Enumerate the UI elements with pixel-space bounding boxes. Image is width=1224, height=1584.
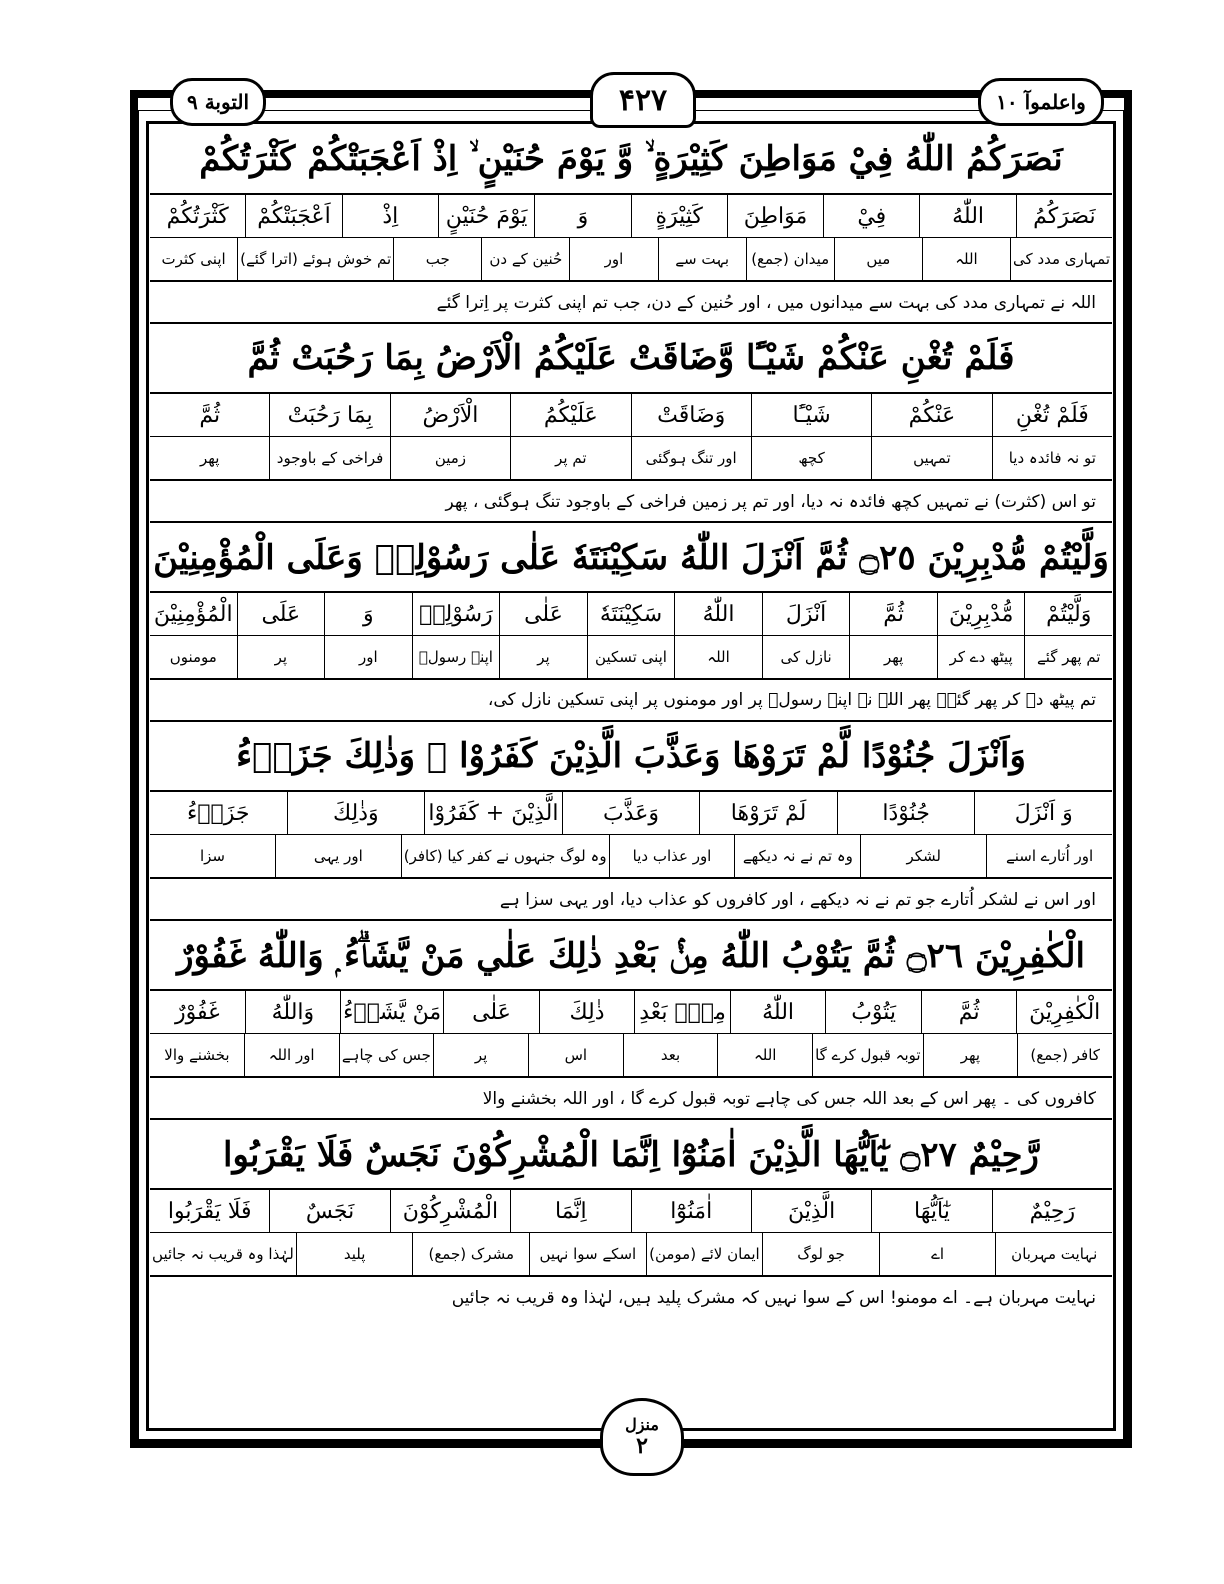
- arabic-verse-line: وَاَنْزَلَ جُنُوْدًا لَّمْ تَرَوْهَا وَعَذَّبَ الَّذِيْنَ كَفَرُوْا ۭ وَذٰلِكَ جَزَاۗءُ: [150, 722, 1112, 792]
- urdu-meaning-cell: میں: [834, 238, 922, 280]
- arabic-word-cell: يَوْمَ حُنَيْنٍ: [438, 195, 534, 237]
- meaning-row: [150, 835, 1112, 879]
- arabic-word-cell: الَّذِيْنَ: [751, 1190, 871, 1232]
- urdu-meaning-cell: اور تنگ ہوگئی: [631, 437, 751, 479]
- word-row: [150, 394, 1112, 437]
- arabic-word-cell: لَمْ تَرَوْهَا: [699, 792, 837, 834]
- page-content: [150, 125, 1112, 1427]
- arabic-word-cell: غَفُوْرٌ: [175, 999, 220, 1025]
- urdu-meaning-cell: اللہ: [717, 1034, 812, 1076]
- arabic-word-cell: شَيْـًٔا: [751, 394, 871, 436]
- urdu-meaning-cell: تم خوش ہوئے (اترا گئے): [237, 238, 393, 280]
- arabic-word-cell: رَحِيْمٌ: [992, 1190, 1112, 1232]
- arabic-word-cell: وَ: [324, 593, 412, 635]
- page-number: ۴۲۷: [590, 72, 696, 128]
- arabic-word-cell: اللّٰهُ: [730, 991, 826, 1033]
- urdu-meaning-cell: اور عذاب دیا: [609, 835, 735, 877]
- arabic-word-cell: يَتُوْبُ: [825, 991, 921, 1033]
- arabic-word-cell: نَجَسٌ: [269, 1190, 389, 1232]
- urdu-translation-line: اللہ نے تمہاری مدد کی بہت سے میدانوں میں ، اور حُنین کے دن، جب تم اپنی کثرت پر اِترا گئے: [436, 292, 1096, 313]
- arabic-word-cell: وَاللّٰهُ: [245, 991, 341, 1033]
- arabic-word-cell: سَكِيْنَتَهٗ: [587, 593, 675, 635]
- urdu-meaning-cell: اور: [569, 238, 657, 280]
- urdu-meaning-cell: سزا: [199, 847, 225, 865]
- manzil-badge: [600, 1398, 684, 1476]
- arabic-word-cell: الْمُشْرِكُوْنَ: [390, 1190, 510, 1232]
- urdu-meaning-cell: مشرک (جمع): [412, 1233, 529, 1275]
- arabic-word-cell: اللّٰهُ: [674, 593, 762, 635]
- para-name-label: واعلموآ ١٠: [978, 78, 1104, 126]
- arabic-word-cell: الْكٰفِرِيْنَ: [1016, 991, 1112, 1033]
- urdu-meaning-cell: تمہیں: [871, 437, 991, 479]
- arabic-word-cell: بِمَا رَحُبَتْ: [269, 394, 389, 436]
- urdu-meaning-cell: ایمان لائے (مومن): [646, 1233, 763, 1275]
- arabic-word-cell: ثُمَّ: [921, 991, 1017, 1033]
- urdu-meaning-cell: اور یہی: [275, 835, 401, 877]
- arabic-word-cell: الْاَرْضُ: [390, 394, 510, 436]
- arabic-word-cell: مُّدْبِرِيْنَ: [937, 593, 1025, 635]
- urdu-meaning-cell: جو لوگ: [762, 1233, 879, 1275]
- urdu-meaning-cell: نہایت مہربان: [995, 1233, 1112, 1275]
- urdu-meaning-cell: نازل کی: [762, 636, 850, 678]
- meaning-row: [150, 1233, 1112, 1277]
- arabic-word-cell: عَلٰى: [443, 991, 539, 1033]
- arabic-word-cell: عَلَى: [237, 593, 325, 635]
- verse-section: [150, 722, 1112, 921]
- arabic-word-cell: الْمُؤْمِنِيْنَ: [153, 601, 233, 627]
- urdu-meaning-cell: اور: [324, 636, 412, 678]
- urdu-translation-line: نہایت مہربان ہے۔ اے مومنو! اس کے سوا نہیں کہ مشرک پلید ہیں، لہٰذا وہ قریب نہ جائیں: [451, 1287, 1096, 1308]
- urdu-meaning-cell: توبہ قبول کرے گا: [812, 1034, 922, 1076]
- urdu-meaning-cell: پر: [237, 636, 325, 678]
- arabic-word-cell: مِنْۢ بَعْدِ: [634, 991, 730, 1033]
- urdu-meaning-cell: اور اُتارے اسنے: [986, 835, 1112, 877]
- arabic-word-cell: نَصَرَكُمُ: [1016, 195, 1112, 237]
- urdu-meaning-cell: بہت سے: [658, 238, 746, 280]
- urdu-meaning-cell: بعد: [623, 1034, 718, 1076]
- urdu-meaning-cell: اللہ: [674, 636, 762, 678]
- arabic-word-cell: وَذٰلِكَ: [287, 792, 425, 834]
- arabic-word-cell: ثُمَّ: [199, 402, 221, 428]
- arabic-word-cell: اَعْجَبَتْكُمْ: [245, 195, 341, 237]
- arabic-word-cell: فَلَمْ تُغْنِ: [992, 394, 1112, 436]
- arabic-word-cell: وَ: [534, 195, 630, 237]
- arabic-verse-line: نَصَرَكُمُ اللّٰهُ فِيْ مَوَاطِنَ كَثِيْرَةٍ ۙ وَّ يَوْمَ حُنَيْنٍ ۙ اِذْ اَعْجَبَتْكُمْ كَثْرَتُكُمْ: [150, 125, 1112, 195]
- arabic-word-cell: اِذْ: [342, 195, 438, 237]
- arabic-word-cell: وَلَّيْتُمْ: [1024, 593, 1112, 635]
- arabic-word-cell: مَوَاطِنَ: [727, 195, 823, 237]
- word-row: [150, 195, 1112, 238]
- arabic-verse-line: الْكٰفِرِيْنَ ۝٢٦ ثُمَّ يَتُوْبُ اللّٰهُ مِنْۢ بَعْدِ ذٰلِكَ عَلٰي مَنْ يَّشَاۗءُ ۭ وَاللّٰهُ غَفُوْرٌ: [150, 921, 1112, 991]
- urdu-meaning-cell: اس: [528, 1034, 623, 1076]
- manzil-number: ٢: [636, 1433, 648, 1459]
- urdu-meaning-cell: کافر (جمع): [1017, 1034, 1112, 1076]
- arabic-word-cell: جُنُوْدًا: [837, 792, 975, 834]
- arabic-verse-line: وَلَّيْتُمْ مُّدْبِرِيْنَ ۝٢٥ ثُمَّ اَنْزَلَ اللّٰهُ سَكِيْنَتَهٗ عَلٰى رَسُوْلِهٖ وَعَلَى الْمُؤْمِنِيْنَ: [150, 523, 1112, 593]
- surah-name-label: التوبة ٩: [170, 78, 266, 126]
- arabic-word-cell: عَلٰى: [499, 593, 587, 635]
- arabic-word-cell: عَلَيْكُمُ: [510, 394, 630, 436]
- arabic-word-cell: كَثِيْرَةٍ: [631, 195, 727, 237]
- arabic-word-cell: الَّذِيْنَ + كَفَرُوْا: [424, 792, 562, 834]
- arabic-verse-line: رَّحِيْمٌ ۝٢٧ يٰٓاَيُّهَا الَّذِيْنَ اٰمَنُوْٓا اِنَّمَا الْمُشْرِكُوْنَ نَجَسٌ فَلَا يَقْرَبُوا: [150, 1120, 1112, 1190]
- urdu-meaning-cell: وہ تم نے نہ دیکھے: [734, 835, 860, 877]
- meaning-row: [150, 636, 1112, 680]
- arabic-word-cell: اللّٰهُ: [919, 195, 1015, 237]
- arabic-word-cell: اٰمَنُوْٓا: [631, 1190, 751, 1232]
- urdu-meaning-cell: پیٹھ دے کر: [937, 636, 1025, 678]
- arabic-word-cell: اَنْزَلَ: [762, 593, 850, 635]
- verse-section: [150, 324, 1112, 523]
- arabic-verse-line: فَلَمْ تُغْنِ عَنْكُمْ شَيْـًٔا وَّضَاقَتْ عَلَيْكُمُ الْاَرْضُ بِمَا رَحُبَتْ ثُمَّ: [150, 324, 1112, 394]
- urdu-meaning-cell: اسکے سوا نہیں: [529, 1233, 646, 1275]
- urdu-meaning-cell: اپنی کثرت: [161, 250, 226, 268]
- urdu-meaning-cell: تمہاری مدد کی: [1010, 238, 1112, 280]
- urdu-meaning-cell: زمین: [390, 437, 510, 479]
- verse-section: [150, 1120, 1112, 1317]
- verse-section: [150, 921, 1112, 1120]
- urdu-meaning-cell: پر: [433, 1034, 528, 1076]
- arabic-word-cell: مَنْ يَّشَاۗءُ: [340, 991, 443, 1033]
- urdu-meaning-cell: مومنوں: [169, 648, 217, 666]
- arabic-word-cell: ثُمَّ: [849, 593, 937, 635]
- urdu-meaning-cell: پھر: [849, 636, 937, 678]
- arabic-word-cell: ذٰلِكَ: [539, 991, 635, 1033]
- arabic-word-cell: فِيْ: [823, 195, 919, 237]
- urdu-meaning-cell: بخشنے والا: [164, 1046, 230, 1064]
- arabic-word-cell: وَضَاقَتْ: [631, 394, 751, 436]
- arabic-word-cell: وَعَذَّبَ: [562, 792, 700, 834]
- arabic-word-cell: كَثْرَتُكُمْ: [166, 203, 229, 229]
- word-row: [150, 991, 1112, 1034]
- meaning-row: [150, 238, 1112, 282]
- urdu-translation-line: تو اس (کثرت) نے تمہیں کچھ فائدہ نہ دیا، اور تم پر زمین فراخی کے باوجود تنگ ہوگئی ، پھر: [445, 491, 1096, 512]
- arabic-word-cell: اِنَّمَا: [510, 1190, 630, 1232]
- arabic-word-cell: يٰٓاَيُّهَا: [871, 1190, 991, 1232]
- word-row: [150, 1190, 1112, 1233]
- urdu-meaning-cell: لہٰذا وہ قریب نہ جائیں: [152, 1245, 294, 1263]
- word-row: [150, 593, 1112, 636]
- arabic-word-cell: وَ اَنْزَلَ: [974, 792, 1112, 834]
- arabic-word-cell: فَلَا يَقْرَبُوا: [167, 1198, 252, 1224]
- manzil-label: منزل: [625, 1415, 659, 1434]
- urdu-meaning-cell: میدان (جمع): [746, 238, 834, 280]
- urdu-meaning-cell: حُنین کے دن: [481, 238, 569, 280]
- word-row: [150, 792, 1112, 835]
- urdu-meaning-cell: جب: [393, 238, 481, 280]
- urdu-meaning-cell: فراخی کے باوجود: [269, 437, 389, 479]
- urdu-meaning-cell: لشکر: [860, 835, 986, 877]
- urdu-translation-line: تم پیٹھ دے کر پھر گئے۔ پھر اللہ نے اپنے رسولؐ پر اور مومنوں پر اپنی تسکین نازل کی،: [487, 690, 1096, 710]
- urdu-translation-line: اور اس نے لشکر اُتارے جو تم نے نہ دیکھے ، اور کافروں کو عذاب دیا، اور یہی سزا ہے: [499, 889, 1096, 910]
- urdu-meaning-cell: تم پھر گئے: [1024, 636, 1112, 678]
- urdu-meaning-cell: پلید: [296, 1233, 413, 1275]
- urdu-meaning-cell: تم پر: [510, 437, 630, 479]
- urdu-meaning-cell: جس کی چاہے: [339, 1034, 434, 1076]
- urdu-meaning-cell: اپنے رسولؐ: [412, 636, 500, 678]
- urdu-meaning-cell: اے: [879, 1233, 996, 1275]
- urdu-meaning-cell: اور اللہ: [244, 1034, 339, 1076]
- urdu-meaning-cell: وہ لوگ جنہوں نے کفر کیا (کافر): [401, 835, 609, 877]
- urdu-meaning-cell: پر: [499, 636, 587, 678]
- urdu-meaning-cell: اللہ: [922, 238, 1010, 280]
- urdu-meaning-cell: پھر: [923, 1034, 1018, 1076]
- urdu-meaning-cell: کچھ: [751, 437, 871, 479]
- meaning-row: [150, 437, 1112, 481]
- verse-section: [150, 125, 1112, 324]
- verse-section: [150, 523, 1112, 722]
- arabic-word-cell: عَنْكُمْ: [871, 394, 991, 436]
- arabic-word-cell: رَسُوْلِهٖ: [412, 593, 500, 635]
- urdu-translation-line: کافروں کی ۔ پھر اس کے بعد اللہ جس کی چاہے توبہ قبول کرے گا ، اور اللہ بخشنے والا: [482, 1088, 1096, 1109]
- urdu-meaning-cell: اپنی تسکین: [587, 636, 675, 678]
- urdu-meaning-cell: تو نہ فائدہ دیا: [992, 437, 1112, 479]
- urdu-meaning-cell: پھر: [200, 449, 220, 467]
- arabic-word-cell: جَزَاۗءُ: [187, 800, 250, 826]
- meaning-row: [150, 1034, 1112, 1078]
